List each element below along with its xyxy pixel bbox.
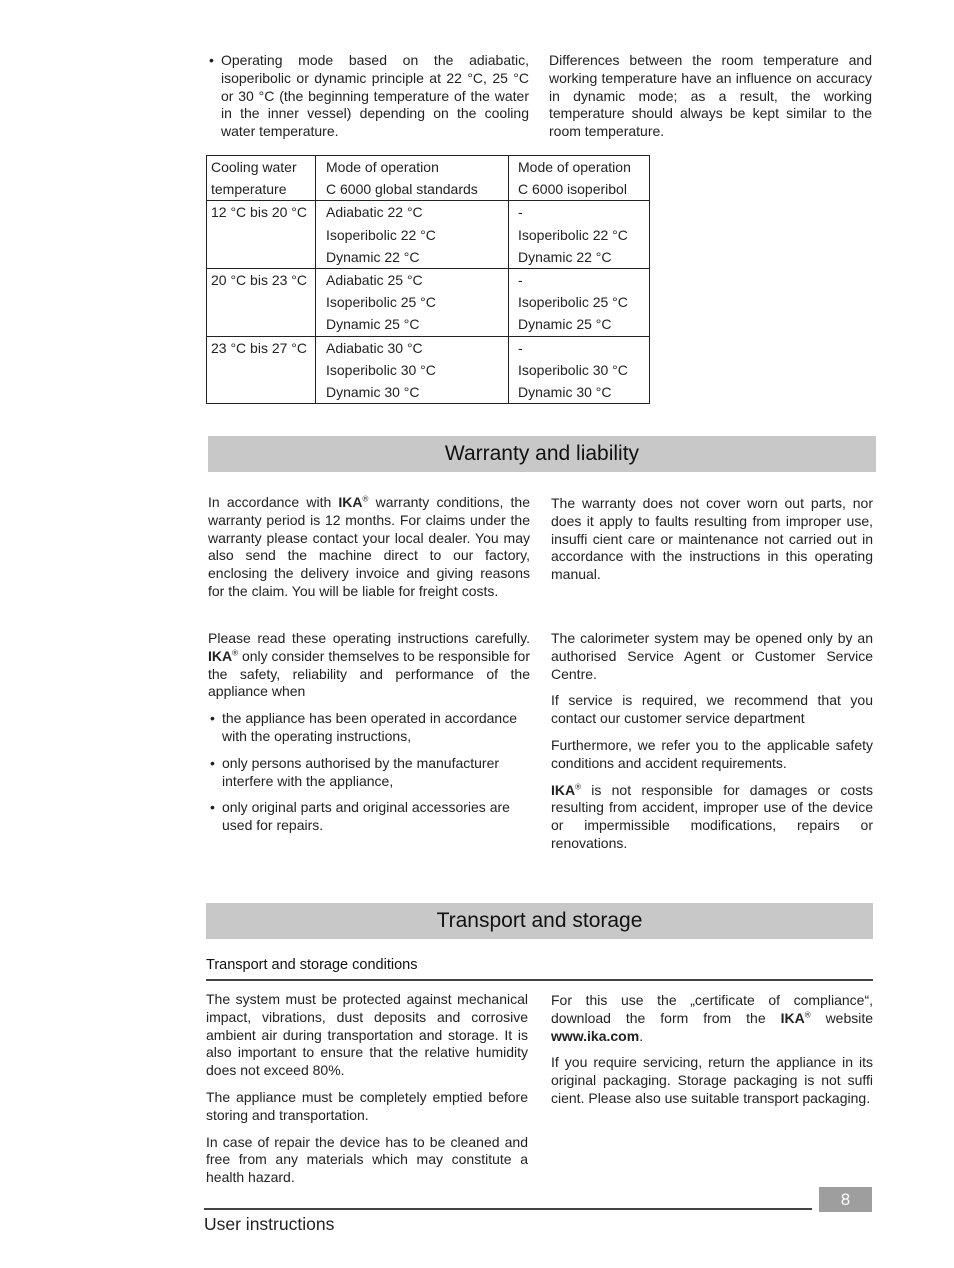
- operating-mode-table: [206, 155, 650, 404]
- mode-value: Dynamic 22 °C: [326, 248, 420, 265]
- certificate-text: For this use the „certificate of compliance“, download the form from the: [551, 992, 873, 1026]
- global-modes-cell: [316, 201, 509, 269]
- header-isoperibol: [509, 156, 650, 201]
- table-row: [207, 336, 650, 404]
- mode-value: Dynamic 25 °C: [326, 316, 420, 333]
- ika-brand: IKA: [780, 1009, 805, 1026]
- intro-bullet-text: Operating mode based on the adiabatic, isoperibolic or dynamic principle at 22 °C, 25 °C or 30 °C (the beginning temperature of the water in the inner vessel) depending on the cooling water temperature.: [221, 52, 529, 140]
- protection-text: The system must be protected against mechanical impact, vibrations, dust deposits and corrosive ambient air during transportation and storage. It is also important to ensure that the relative humidity does not exceed 80%.: [206, 991, 528, 1079]
- mode-value: Isoperibolic 22 °C: [518, 226, 628, 243]
- registered-mark: ®: [575, 781, 582, 791]
- global-modes-cell: [316, 336, 509, 404]
- condition-text: the appliance has been operated in accordance with the operating instructions,: [222, 710, 517, 744]
- condition-bullet: [208, 755, 530, 791]
- transport-section-title: Transport and storage: [436, 909, 643, 932]
- table-row: [207, 201, 650, 269]
- mode-value: Isoperibolic 30 °C: [518, 361, 628, 378]
- intro-bullet: [207, 52, 529, 141]
- page-number: 8: [840, 1190, 851, 1209]
- read-instructions-text: Please read these operating instructions carefully.: [208, 630, 530, 646]
- page-number-badge: [819, 1187, 872, 1212]
- temp-range: 20 °C bis 23 °C: [211, 272, 308, 289]
- warranty-section-title: Warranty and liability: [444, 442, 640, 465]
- temp-range-cell: [207, 269, 316, 337]
- footer-rule: [204, 1208, 812, 1210]
- registered-mark: ®: [362, 494, 369, 504]
- isoperibol-modes-cell: [509, 336, 650, 404]
- temp-range-cell: [207, 336, 316, 404]
- registered-mark: ®: [804, 1010, 811, 1020]
- header-cooling-water: [207, 156, 316, 201]
- servicing-packaging-text: If you require servicing, return the appliance in its original packaging. Storage packaging is not suffi cient. Please also use suitable transport packaging.: [551, 1054, 873, 1106]
- mode-value: Adiabatic 25 °C: [326, 272, 423, 289]
- mode-value: -: [518, 204, 523, 221]
- mode-value: Dynamic 30 °C: [518, 384, 612, 401]
- safety-conditions-text: Furthermore, we refer you to the applicable safety conditions and accident requirements.: [551, 736, 873, 771]
- mode-value: Dynamic 30 °C: [326, 384, 420, 401]
- temp-range: 23 °C bis 27 °C: [211, 339, 308, 356]
- global-modes-cell: [316, 269, 509, 337]
- condition-text: only original parts and original accessories are used for repairs.: [222, 799, 510, 834]
- header-cooling-water-line2: temperature: [211, 181, 287, 198]
- mode-value: Isoperibolic 22 °C: [326, 226, 436, 243]
- warranty-exclusions-text: The warranty does not cover worn out parts, nor does it apply to faults resulting from improper use, insuffi cient care or maintenance not carried out in accordance with the instructions in this operating manual.: [551, 495, 873, 583]
- subheading-rule: [206, 979, 873, 981]
- header-global-standards: [316, 156, 509, 201]
- warranty-period-paragraph: [208, 494, 530, 601]
- warranty-exclusions-paragraph: [551, 495, 873, 584]
- temp-range-cell: [207, 201, 316, 269]
- transport-left-column: [206, 991, 528, 1187]
- operating-mode-table-wrap: [206, 155, 650, 404]
- mode-value: Isoperibolic 25 °C: [518, 294, 628, 311]
- isoperibol-modes-cell: [509, 201, 650, 269]
- ika-brand: IKA: [551, 781, 576, 798]
- ika-brand: IKA: [208, 647, 233, 664]
- mode-value: Dynamic 22 °C: [518, 248, 612, 265]
- table-row: [207, 269, 650, 337]
- mode-value: Adiabatic 22 °C: [326, 204, 423, 221]
- mode-value: Adiabatic 30 °C: [326, 339, 423, 356]
- responsibility-block: [208, 630, 530, 835]
- header-global-line2: C 6000 global standards: [326, 181, 478, 198]
- mode-value: Isoperibolic 25 °C: [326, 294, 436, 311]
- transport-section-banner: [206, 903, 873, 939]
- header-global-line1: Mode of operation: [326, 159, 439, 175]
- liability-disclaimer-text: is not responsible for damages or costs resulting from accident, improper use of the device or impermissible modifications, repairs or renovations.: [551, 781, 873, 851]
- footer-label: User instructions: [204, 1214, 335, 1234]
- service-block: [551, 630, 873, 853]
- sentence-end: .: [639, 1027, 644, 1044]
- mode-value: Isoperibolic 30 °C: [326, 361, 436, 378]
- service-recommendation-text: If service is required, we recommend that you contact our customer service department: [551, 692, 873, 727]
- room-temperature-note: Differences between the room temperature and working temperature have an influence on accuracy in dynamic mode; as a result, the working temperature should always be kept similar to the room temperature.: [549, 52, 872, 140]
- header-isoperibol-line2: C 6000 isoperibol: [518, 181, 627, 198]
- header-cooling-water-line1: Cooling water: [211, 159, 297, 175]
- header-isoperibol-line1: Mode of operation: [518, 159, 631, 175]
- mode-value: Dynamic 25 °C: [518, 316, 612, 333]
- isoperibol-modes-cell: [509, 269, 650, 337]
- temp-range: 12 °C bis 20 °C: [211, 204, 308, 221]
- table-header-row: [207, 156, 650, 201]
- website-link[interactable]: www.ika.com: [551, 1027, 640, 1044]
- authorised-service-text: The calorimeter system may be opened only by an authorised Service Agent or Customer Service Centre.: [551, 630, 873, 682]
- ika-brand: IKA: [338, 494, 363, 510]
- warranty-text-end: warranty conditions, the warranty period is 12 months. For claims under the warranty please contact your local dealer. You may also send the machine direct to our factory, enclosing the delivery invoice and giving reasons for the claim. You will be liable for freight costs.: [208, 494, 530, 599]
- intro-right-text: [549, 52, 872, 141]
- warranty-section-banner: [208, 436, 876, 472]
- condition-bullet: [208, 799, 530, 835]
- transport-subheading: Transport and storage conditions: [206, 957, 418, 973]
- emptying-text: The appliance must be completely emptied before storing and transportation.: [206, 1088, 528, 1123]
- website-word: website: [825, 1009, 874, 1026]
- condition-bullet: [208, 710, 530, 746]
- warranty-text-start: In accordance with: [208, 494, 332, 510]
- mode-value: -: [518, 339, 523, 356]
- mode-value: -: [518, 272, 523, 289]
- registered-mark: ®: [232, 648, 239, 658]
- transport-right-column: [551, 992, 873, 1108]
- condition-text: only persons authorised by the manufacturer interfere with the appliance,: [222, 754, 500, 789]
- responsibility-text: only consider themselves to be responsible for the safety, reliability and performance of the appliance when: [208, 647, 531, 700]
- cleaning-text: In case of repair the device has to be cleaned and free from any materials which may constitute a health hazard.: [206, 1133, 528, 1186]
